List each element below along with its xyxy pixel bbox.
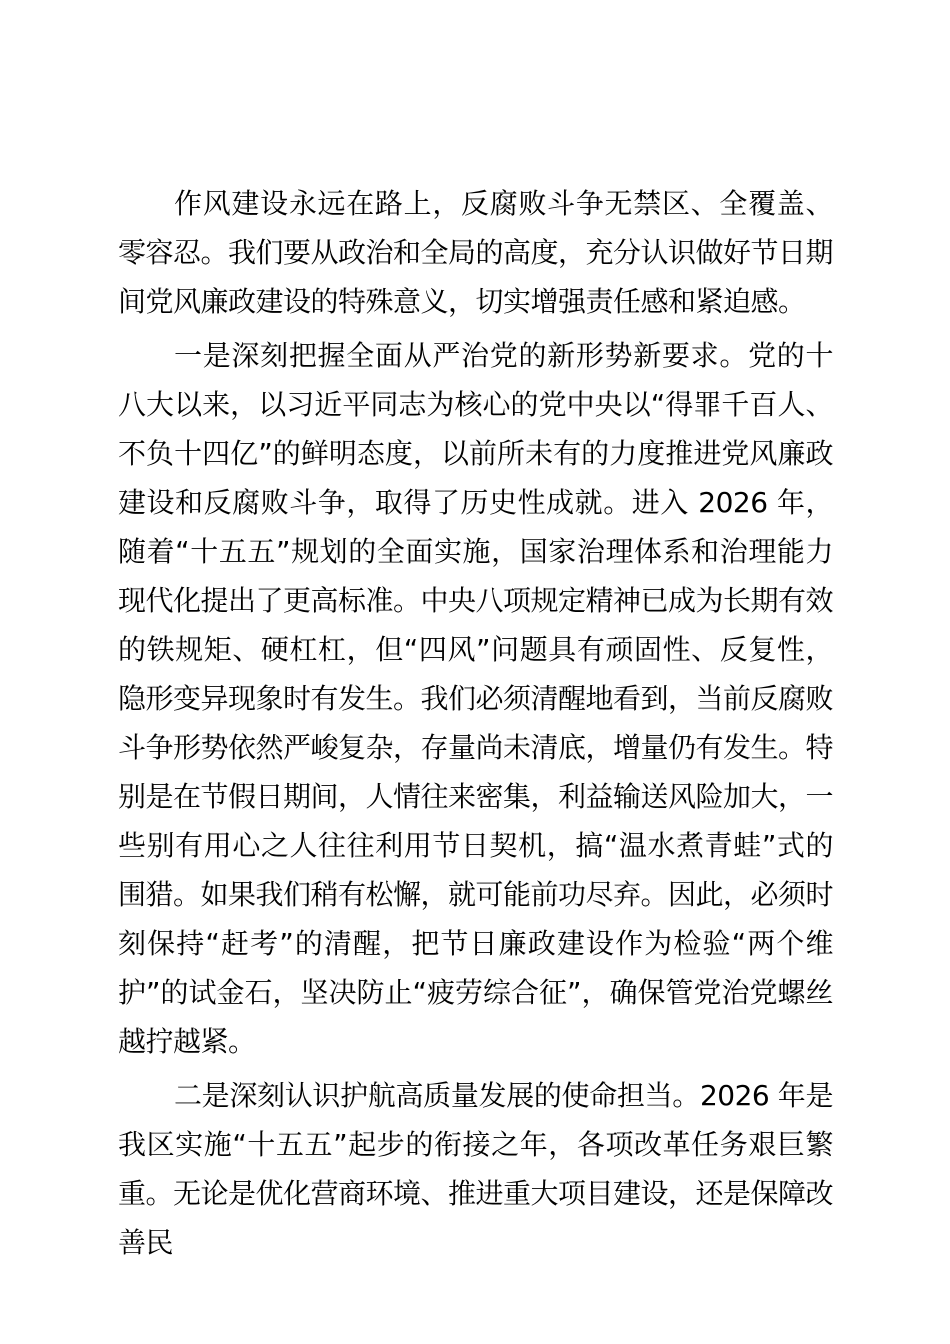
paragraph-point-one: 一是深刻把握全面从严治党的新形势新要求。党的十八大以来，以习近平同志为核心的党中央以“得罪千百人、不负十四亿”的鲜明态度，以前所未有的力度推进党风廉政建设和反腐败斗争，取得了历史性成就。进入 2026 年，随着“十五五”规划的全面实施，国家治理体系和治理能力现代化提出了更高标准。中央八项规定精神已成为长期有效的铁规矩、硬杠杠，但“四风”问题具有顽固性、反复性，隐形变异现象时有发生。我们必须清醒地看到，当前反腐败斗争形势依然严峻复杂，存量尚未清底，增量仍有发生。特别是在节假日期间，人情往来密集，利益输送风险加大，一些别有用心之人往往利用节日契机，搞“温水煮青蛙”式的围猎。如果我们稍有松懈，就可能前功尽弃。因此，必须时刻保持“赶考”的清醒，把节日廉政建设作为检验“两个维护”的试金石，坚决防止“疲劳综合征”，确保管党治党螺丝越拧越紧。 (118, 339, 834, 1058)
paragraph-intro: 作风建设永远在路上，反腐败斗争无禁区、全覆盖、零容忍。我们要从政治和全局的高度，充分认识做好节日期间党风廉政建设的特殊意义，切实增强责任感和紧迫感。 (118, 187, 834, 318)
paragraph-point-two: 二是深刻认识护航高质量发展的使命担当。2026 年是我区实施“十五五”起步的衔接之年，各项改革任务艰巨繁重。无论是优化营商环境、推进重大项目建设，还是保障改善民 (118, 1079, 834, 1259)
